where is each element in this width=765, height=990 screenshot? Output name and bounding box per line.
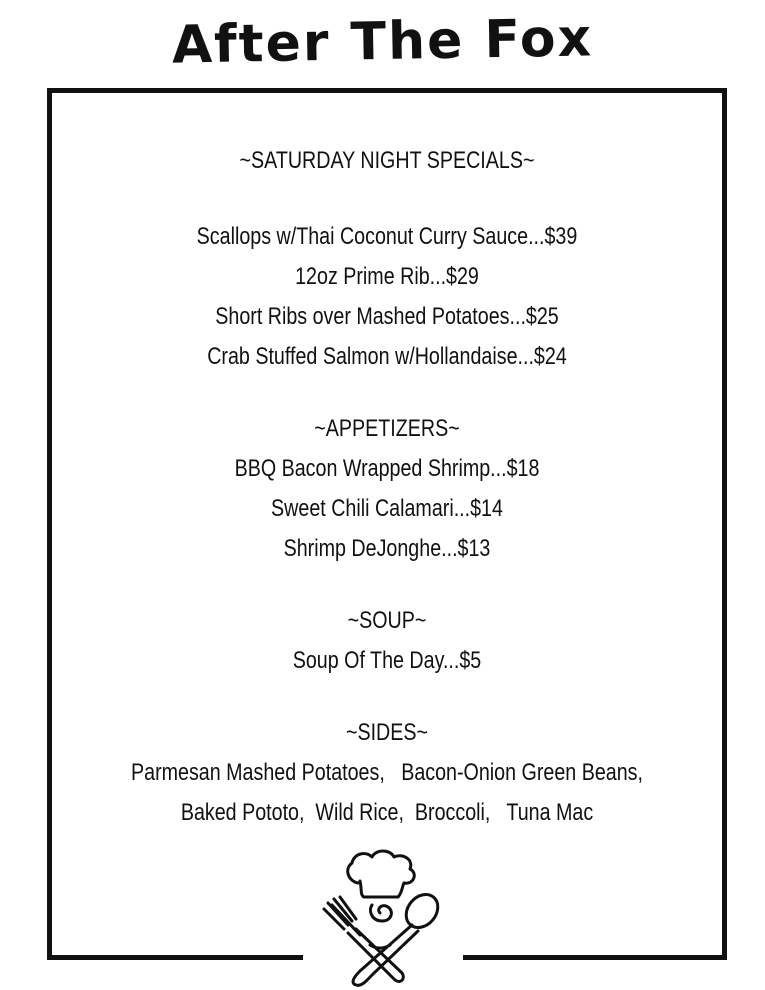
chef-hat-fork-spoon-icon	[310, 845, 450, 990]
menu-frame	[47, 88, 727, 960]
menu-content	[52, 141, 722, 833]
menu-item: Soup Of The Day...$5	[292, 647, 482, 674]
sides-heading: ~SIDES~	[345, 719, 429, 746]
menu-item: Crab Stuffed Salmon w/Hollandaise...$24	[207, 343, 567, 370]
menu-item: Scallops w/Thai Coconut Curry Sauce...$39	[196, 223, 578, 250]
menu-item: BBQ Bacon Wrapped Shrimp...$18	[234, 455, 540, 482]
specials-heading: ~SATURDAY NIGHT SPECIALS~	[239, 147, 535, 174]
menu-item: Short Ribs over Mashed Potatoes...$25	[215, 303, 559, 330]
sides-line: Parmesan Mashed Potatoes, Bacon-Onion Green Beans,	[131, 759, 643, 786]
sides-line: Baked Pototo, Wild Rice, Broccoli, Tuna Mac	[180, 799, 594, 826]
appetizers-heading: ~APPETIZERS~	[314, 415, 460, 442]
menu-item: Sweet Chili Calamari...$14	[271, 495, 503, 522]
menu-item: 12oz Prime Rib...$29	[295, 263, 479, 290]
restaurant-title: After The Fox	[171, 8, 594, 76]
soup-heading: ~SOUP~	[347, 607, 427, 634]
menu-item: Shrimp DeJonghe...$13	[283, 535, 491, 562]
